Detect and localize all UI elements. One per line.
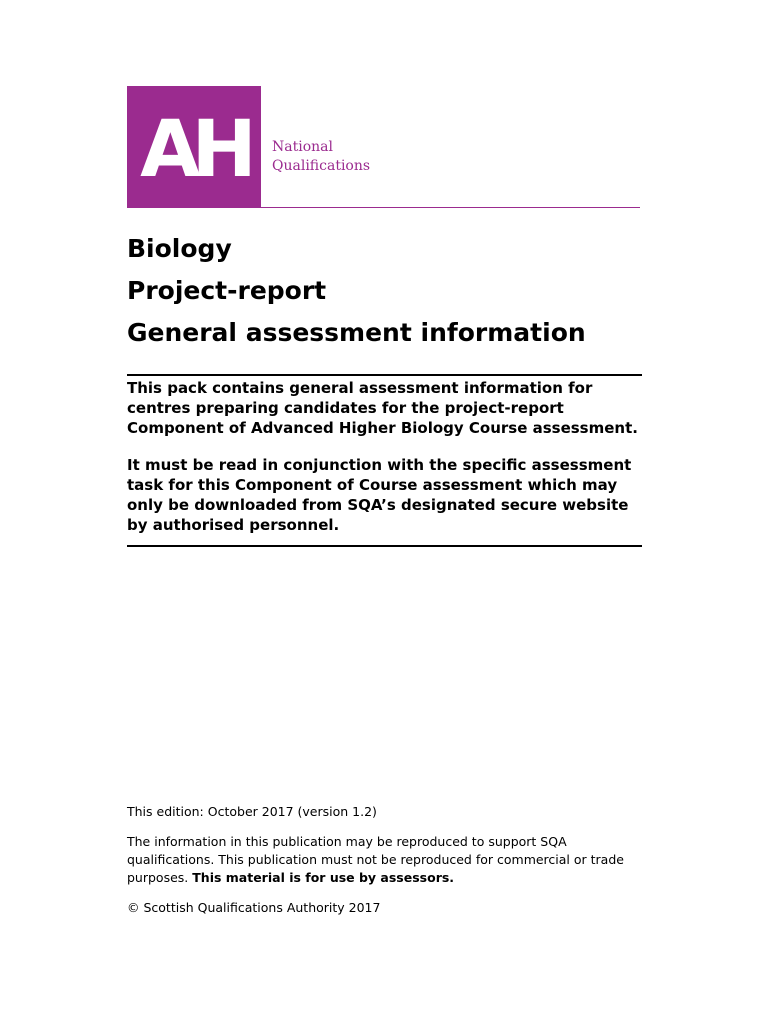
reproduction-text: The information in this publication may be reproduced to support SQA qualifications. This publication must not be reproduced for commercial or trade purposes.: [127, 834, 624, 885]
assessors-note: This material is for use by assessors.: [192, 870, 455, 885]
intro-paragraph-1: This pack contains general assessment information for centres preparing candidates for the project-report Component of Advanced Higher Biology Course assessment.: [127, 379, 638, 437]
logo-line-qualifications: Qualifications: [272, 158, 371, 174]
ah-logo: [127, 86, 261, 208]
intro-paragraph-2: It must be read in conjunction with the specific assessment task for this Component of Course assessment which may only be downloaded from SQA’s designated secure website by authorised personnel.: [127, 456, 632, 534]
title-block: [127, 228, 586, 354]
subject-title: Biology: [127, 234, 232, 263]
logo-wordmark: [272, 138, 370, 176]
copyright-note: © Scottish Qualifications Authority 2017: [127, 900, 381, 915]
logo-letters: AH: [140, 105, 248, 195]
edition-note: This edition: October 2017 (version 1.2): [127, 804, 377, 819]
publication-notes: [127, 803, 647, 929]
reproduction-note: [127, 833, 647, 887]
document-title: General assessment information: [127, 318, 586, 347]
logo-line-national: National: [272, 139, 333, 155]
header-divider: [261, 207, 640, 208]
component-title: Project-report: [127, 276, 327, 305]
intro-box: [127, 374, 642, 547]
